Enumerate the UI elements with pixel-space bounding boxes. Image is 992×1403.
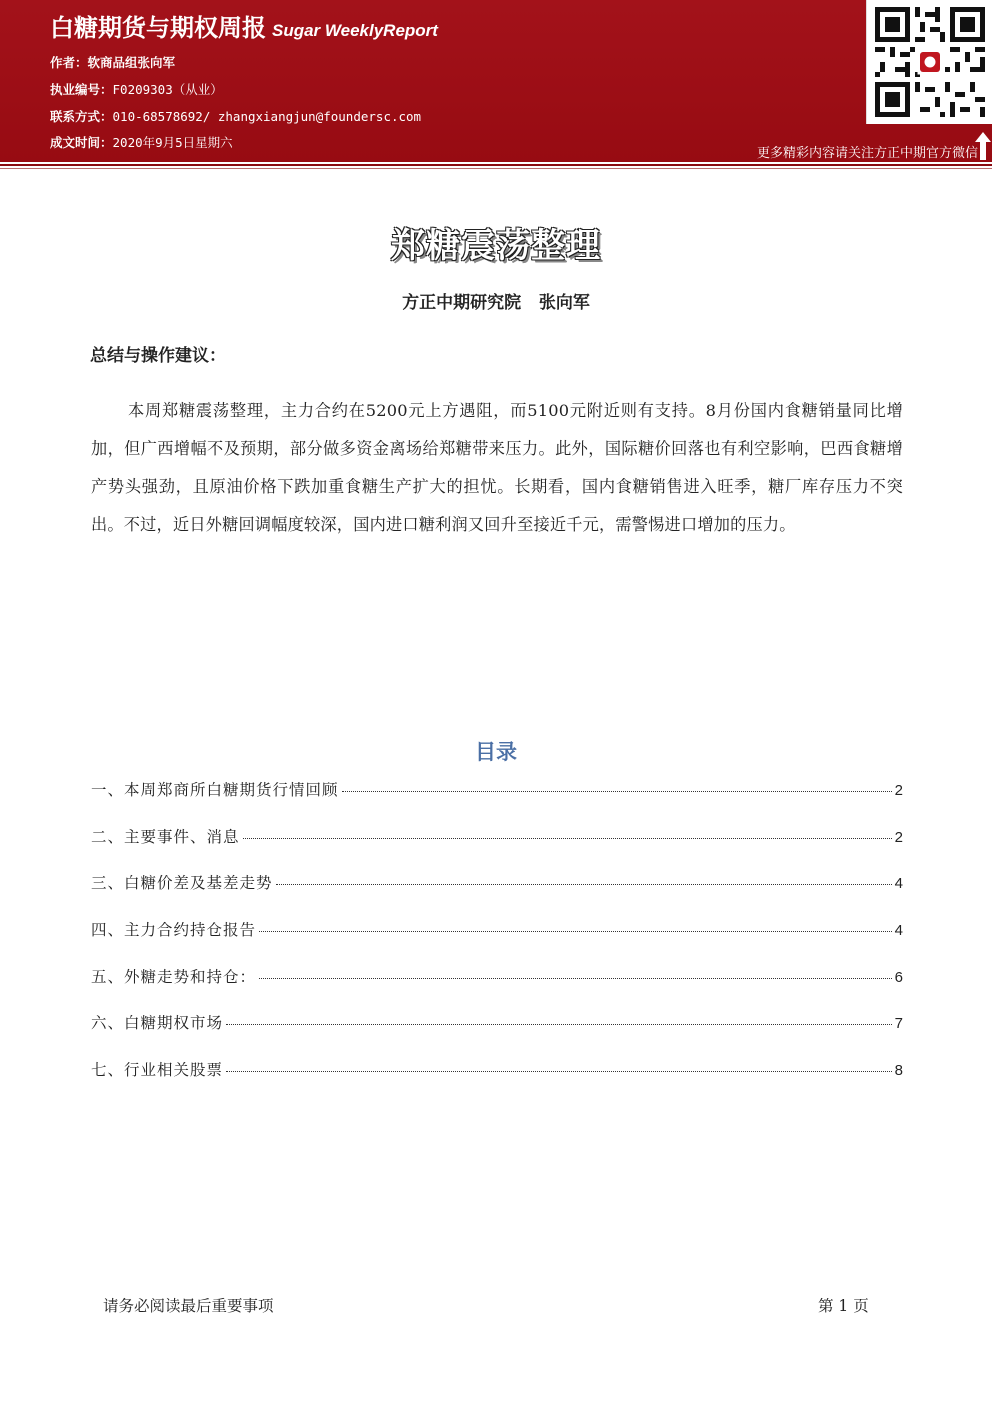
table-of-contents <box>91 778 903 1105</box>
report-series-title-en: Sugar WeeklyReport <box>272 21 438 40</box>
toc-entry-page: 4 <box>894 922 903 940</box>
toc-leader-dots <box>276 884 892 885</box>
toc-entry-page: 4 <box>894 875 903 893</box>
toc-entry-label: 四、主力合约持仓报告 <box>91 921 257 940</box>
report-author-line: 方正中期研究院 张向军 <box>402 293 590 313</box>
license-value: F0209303（从业） <box>112 82 223 97</box>
toc-leader-dots <box>226 1071 892 1072</box>
toc-entry[interactable] <box>91 965 903 1012</box>
report-header-banner <box>0 0 992 162</box>
author-key: 作者： <box>50 55 88 70</box>
toc-entry[interactable] <box>91 778 903 825</box>
footer-page-number: 第 1 页 <box>818 1297 869 1315</box>
toc-entry-page: 2 <box>894 828 903 846</box>
report-series-title <box>50 8 438 43</box>
toc-entry-label: 五、外糖走势和持仓： <box>91 967 257 986</box>
toc-entry-label: 三、白糖价差及基差走势 <box>91 874 273 893</box>
date-value: 2020年9月5日星期六 <box>112 135 233 150</box>
toc-entry-label: 二、主要事件、消息 <box>91 827 240 846</box>
toc-entry-page: 8 <box>894 1062 903 1080</box>
toc-entry[interactable] <box>91 918 903 965</box>
toc-leader-dots <box>259 931 892 932</box>
qr-code-icon <box>866 0 992 124</box>
contact-value: 010-68578692/ zhangxiangjun@foundersc.com <box>112 109 422 124</box>
toc-leader-dots <box>243 838 892 839</box>
header-divider-thin <box>0 168 992 169</box>
toc-title: 目录 <box>475 740 517 764</box>
toc-leader-dots <box>226 1024 892 1025</box>
report-title: 郑糖震荡整理 <box>391 226 601 266</box>
wechat-follow-tip: 更多精彩内容请关注方正中期官方微信 <box>756 146 978 161</box>
toc-entry-label: 七、行业相关股票 <box>91 1061 224 1080</box>
license-line <box>50 80 223 98</box>
toc-leader-dots <box>259 978 892 979</box>
summary-heading: 总结与操作建议： <box>90 346 226 366</box>
summary-paragraph: 本周郑糖震荡整理，主力合约在5200元上方遇阻，而5100元附近则有支持。8月份国内食糖销量同比增加，但广西增幅不及预期，部分做多资金离场给郑糖带来压力。此外，国际糖价回落也有利空影响，巴西食糖增产势头强劲，且原油价格下跌加重食糖生产扩大的担忧。长期看，国内食糖销售进入旺季，糖厂库存压力不突出。不过，近日外糖回调幅度较深，国内进口糖利润又回升至接近千元，需警惕进口增加的压力。 <box>91 401 903 534</box>
license-key: 执业编号： <box>50 82 113 97</box>
toc-entry-page: 6 <box>894 968 903 986</box>
toc-entry[interactable] <box>91 1011 903 1058</box>
author-line <box>50 53 175 71</box>
report-series-title-cn: 白糖期货与期权周报 <box>50 14 266 42</box>
date-key: 成文时间： <box>50 135 113 150</box>
contact-line <box>50 107 421 125</box>
header-divider <box>0 164 992 166</box>
date-line <box>50 133 233 151</box>
author-value: 软商品组张向军 <box>87 55 176 70</box>
toc-entry-label: 六、白糖期权市场 <box>91 1014 224 1033</box>
toc-entry-label: 一、本周郑商所白糖期货行情回顾 <box>91 781 339 799</box>
toc-entry[interactable] <box>91 825 903 872</box>
footer-disclaimer-note: 请务必阅读最后重要事项 <box>103 1297 274 1315</box>
contact-key: 联系方式： <box>50 109 113 124</box>
toc-entry-page: 7 <box>894 1015 903 1033</box>
toc-entry[interactable] <box>91 1058 903 1105</box>
toc-leader-dots <box>342 791 892 792</box>
toc-entry-page: 2 <box>894 782 903 799</box>
toc-entry[interactable] <box>91 871 903 918</box>
